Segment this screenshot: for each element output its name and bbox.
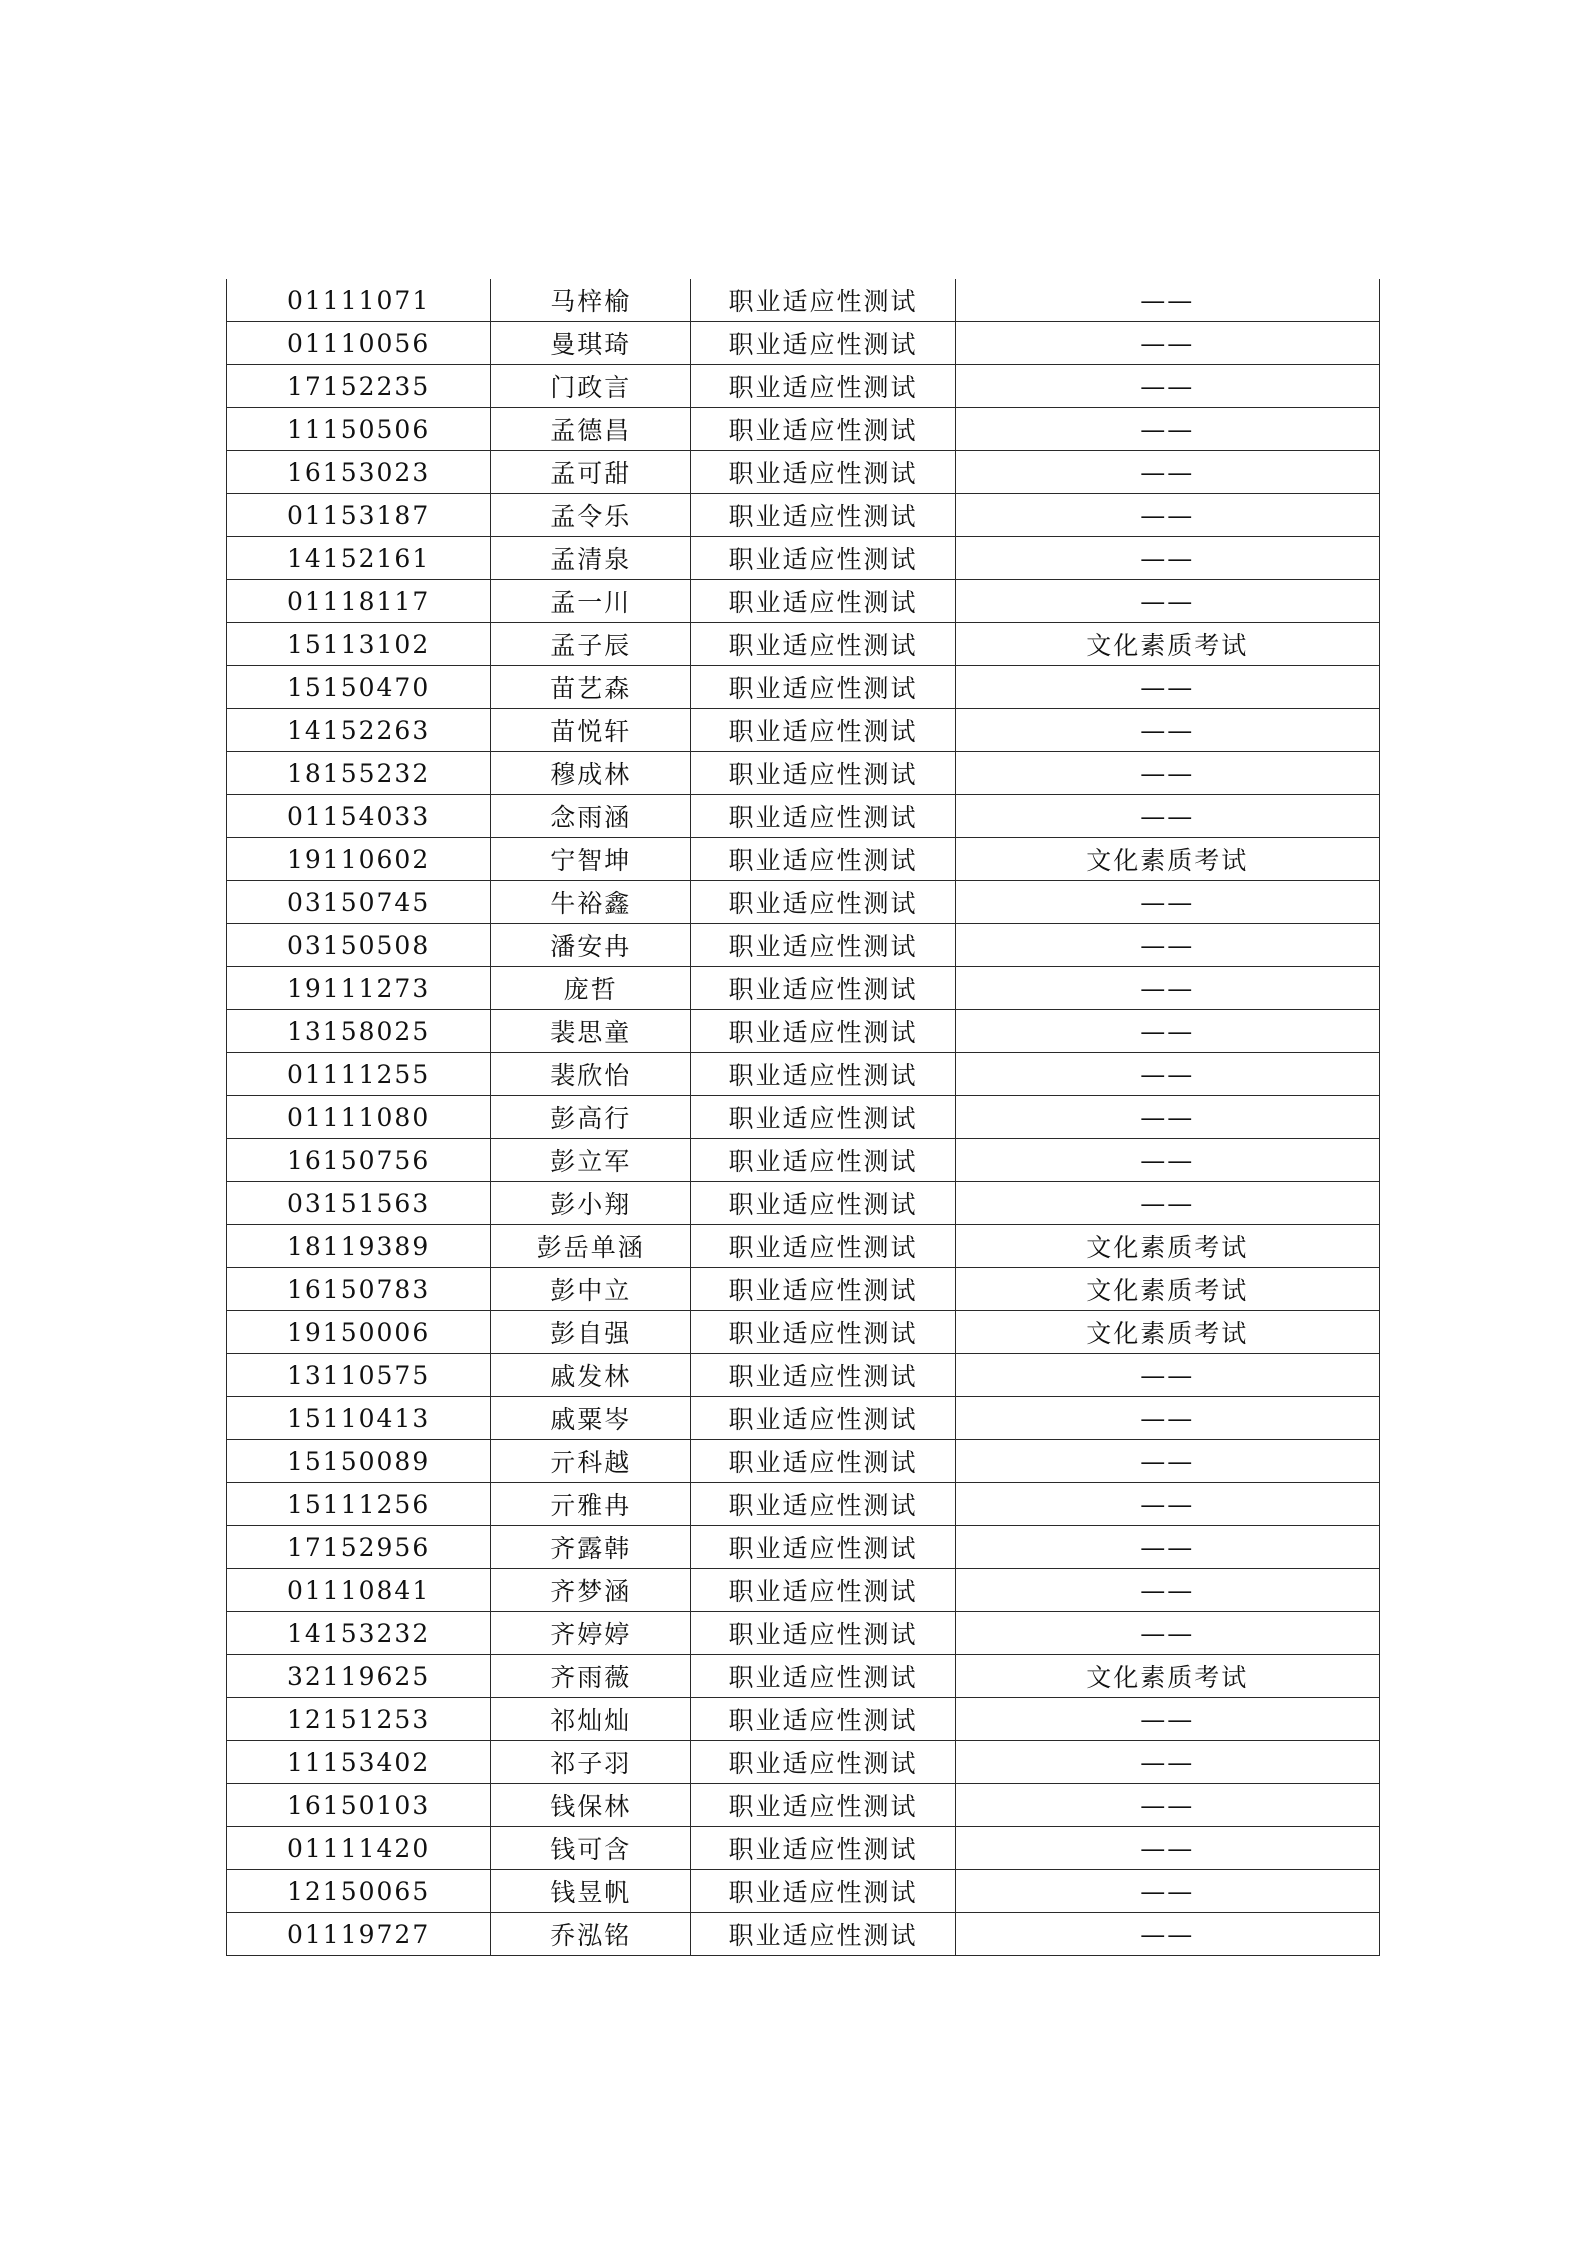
candidate-id-cell: 14152161 [227,537,491,580]
table-row [227,924,1380,967]
table-row [227,1827,1380,1870]
candidate-id-cell: 13110575 [227,1354,491,1397]
second-exam-cell: —— [955,580,1379,623]
candidate-id-cell: 18119389 [227,1225,491,1268]
exam-type-cell: 职业适应性测试 [691,1526,955,1569]
exam-type-cell: 职业适应性测试 [691,838,955,881]
table-row [227,537,1380,580]
second-exam-cell: —— [955,279,1379,322]
table-row [227,1440,1380,1483]
exam-type-cell: 职业适应性测试 [691,709,955,752]
second-exam-cell: —— [955,1827,1379,1870]
candidate-name-cell: 齐露韩 [491,1526,691,1569]
candidate-id-cell: 15111256 [227,1483,491,1526]
exam-type-cell: 职业适应性测试 [691,795,955,838]
candidate-name-cell: 彭小翔 [491,1182,691,1225]
candidate-name-cell: 念雨涵 [491,795,691,838]
candidate-id-cell: 12151253 [227,1698,491,1741]
table-row [227,1526,1380,1569]
table-row [227,1612,1380,1655]
exam-type-cell: 职业适应性测试 [691,1483,955,1526]
exam-type-cell: 职业适应性测试 [691,494,955,537]
exam-type-cell: 职业适应性测试 [691,1139,955,1182]
second-exam-cell: —— [955,1397,1379,1440]
table-row [227,580,1380,623]
exam-type-cell: 职业适应性测试 [691,1096,955,1139]
second-exam-cell: —— [955,1440,1379,1483]
table-row [227,1139,1380,1182]
table-row [227,881,1380,924]
table-row [227,1397,1380,1440]
table-row [227,623,1380,666]
exam-type-cell: 职业适应性测试 [691,1655,955,1698]
candidate-name-cell: 牛裕鑫 [491,881,691,924]
exam-type-cell: 职业适应性测试 [691,1698,955,1741]
candidate-name-cell: 门政言 [491,365,691,408]
candidate-id-cell: 01118117 [227,580,491,623]
candidate-name-cell: 穆成林 [491,752,691,795]
candidate-id-cell: 18155232 [227,752,491,795]
second-exam-cell: —— [955,666,1379,709]
second-exam-cell: 文化素质考试 [955,1268,1379,1311]
table-row [227,1913,1380,1956]
exam-type-cell: 职业适应性测试 [691,1784,955,1827]
candidate-name-cell: 彭高行 [491,1096,691,1139]
candidate-id-cell: 17152235 [227,365,491,408]
exam-type-cell: 职业适应性测试 [691,279,955,322]
candidate-name-cell: 祁子羽 [491,1741,691,1784]
second-exam-cell: —— [955,537,1379,580]
table-row [227,1225,1380,1268]
second-exam-cell: 文化素质考试 [955,623,1379,666]
candidate-id-cell: 15150089 [227,1440,491,1483]
second-exam-cell: —— [955,494,1379,537]
candidate-name-cell: 宁智坤 [491,838,691,881]
candidate-name-cell: 亓科越 [491,1440,691,1483]
second-exam-cell: —— [955,1354,1379,1397]
exam-type-cell: 职业适应性测试 [691,1870,955,1913]
candidate-name-cell: 钱保林 [491,1784,691,1827]
candidate-id-cell: 14152263 [227,709,491,752]
candidate-id-cell: 15113102 [227,623,491,666]
candidate-id-cell: 01111420 [227,1827,491,1870]
candidate-name-cell: 裴欣怡 [491,1053,691,1096]
candidate-name-cell: 苗悦轩 [491,709,691,752]
exam-type-cell: 职业适应性测试 [691,623,955,666]
candidate-id-cell: 01110056 [227,322,491,365]
table-row [227,1784,1380,1827]
second-exam-cell: —— [955,1182,1379,1225]
exam-type-cell: 职业适应性测试 [691,1397,955,1440]
second-exam-cell: 文化素质考试 [955,1225,1379,1268]
table-row [227,365,1380,408]
second-exam-cell: —— [955,967,1379,1010]
candidate-name-cell: 齐婷婷 [491,1612,691,1655]
candidate-id-cell: 01111255 [227,1053,491,1096]
candidate-name-cell: 亓雅冉 [491,1483,691,1526]
exam-type-cell: 职业适应性测试 [691,1741,955,1784]
candidate-id-cell: 01119727 [227,1913,491,1956]
exam-type-cell: 职业适应性测试 [691,881,955,924]
candidate-name-cell: 潘安冉 [491,924,691,967]
exam-type-cell: 职业适应性测试 [691,1268,955,1311]
candidate-name-cell: 庞哲 [491,967,691,1010]
second-exam-cell: —— [955,795,1379,838]
candidate-name-cell: 彭自强 [491,1311,691,1354]
exam-type-cell: 职业适应性测试 [691,1225,955,1268]
second-exam-cell: —— [955,1139,1379,1182]
exam-type-cell: 职业适应性测试 [691,537,955,580]
table-row [227,279,1380,322]
table-row [227,494,1380,537]
candidate-name-cell: 彭岳单涵 [491,1225,691,1268]
second-exam-cell: —— [955,1483,1379,1526]
table-row [227,322,1380,365]
candidate-id-cell: 01153187 [227,494,491,537]
candidate-id-cell: 03151563 [227,1182,491,1225]
exam-type-cell: 职业适应性测试 [691,322,955,365]
table-row [227,666,1380,709]
table-row [227,1311,1380,1354]
second-exam-cell: —— [955,1569,1379,1612]
candidate-id-cell: 03150508 [227,924,491,967]
table-row [227,1096,1380,1139]
second-exam-cell: —— [955,1526,1379,1569]
candidate-name-cell: 祁灿灿 [491,1698,691,1741]
candidate-name-cell: 孟子辰 [491,623,691,666]
exam-type-cell: 职业适应性测试 [691,1569,955,1612]
second-exam-cell: —— [955,322,1379,365]
candidate-id-cell: 16150783 [227,1268,491,1311]
candidate-name-cell: 彭中立 [491,1268,691,1311]
candidate-name-cell: 苗艺森 [491,666,691,709]
table-row [227,709,1380,752]
second-exam-cell: —— [955,1096,1379,1139]
second-exam-cell: —— [955,365,1379,408]
exam-type-cell: 职业适应性测试 [691,967,955,1010]
candidate-id-cell: 15110413 [227,1397,491,1440]
candidate-name-cell: 戚发林 [491,1354,691,1397]
candidate-name-cell: 钱昱帆 [491,1870,691,1913]
second-exam-cell: 文化素质考试 [955,1311,1379,1354]
candidate-name-cell: 钱可含 [491,1827,691,1870]
candidate-name-cell: 孟清泉 [491,537,691,580]
exam-type-cell: 职业适应性测试 [691,666,955,709]
exam-type-cell: 职业适应性测试 [691,408,955,451]
table-row [227,1354,1380,1397]
candidate-name-cell: 裴思童 [491,1010,691,1053]
second-exam-cell: —— [955,924,1379,967]
candidate-name-cell: 孟德昌 [491,408,691,451]
second-exam-cell: —— [955,408,1379,451]
exam-type-cell: 职业适应性测试 [691,924,955,967]
exam-type-cell: 职业适应性测试 [691,1182,955,1225]
table-row [227,795,1380,838]
second-exam-cell: 文化素质考试 [955,1655,1379,1698]
table-body [227,279,1380,1956]
candidate-name-cell: 彭立军 [491,1139,691,1182]
candidate-name-cell: 马梓榆 [491,279,691,322]
second-exam-cell: —— [955,1870,1379,1913]
exam-type-cell: 职业适应性测试 [691,1354,955,1397]
candidate-id-cell: 32119625 [227,1655,491,1698]
table-row [227,1698,1380,1741]
second-exam-cell: —— [955,881,1379,924]
candidate-id-cell: 03150745 [227,881,491,924]
candidate-name-cell: 曼琪琦 [491,322,691,365]
table-row [227,1182,1380,1225]
exam-type-cell: 职业适应性测试 [691,365,955,408]
results-table [226,279,1380,1956]
table-row [227,1053,1380,1096]
exam-type-cell: 职业适应性测试 [691,1913,955,1956]
table-row [227,1268,1380,1311]
candidate-id-cell: 15150470 [227,666,491,709]
table-row [227,408,1380,451]
candidate-name-cell: 孟可甜 [491,451,691,494]
table-row [227,1010,1380,1053]
candidate-id-cell: 01111071 [227,279,491,322]
table-row [227,967,1380,1010]
candidate-name-cell: 齐雨薇 [491,1655,691,1698]
candidate-id-cell: 13158025 [227,1010,491,1053]
table-row [227,1741,1380,1784]
candidate-id-cell: 12150065 [227,1870,491,1913]
exam-type-cell: 职业适应性测试 [691,1010,955,1053]
second-exam-cell: —— [955,1741,1379,1784]
table-row [227,451,1380,494]
second-exam-cell: —— [955,1698,1379,1741]
candidate-id-cell: 16153023 [227,451,491,494]
second-exam-cell: —— [955,1010,1379,1053]
candidate-id-cell: 16150103 [227,1784,491,1827]
table-row [227,838,1380,881]
second-exam-cell: —— [955,1053,1379,1096]
candidate-name-cell: 孟令乐 [491,494,691,537]
candidate-name-cell: 齐梦涵 [491,1569,691,1612]
candidate-name-cell: 乔泓铭 [491,1913,691,1956]
table-row [227,752,1380,795]
second-exam-cell: 文化素质考试 [955,838,1379,881]
second-exam-cell: —— [955,1913,1379,1956]
candidate-id-cell: 01154033 [227,795,491,838]
candidate-id-cell: 01110841 [227,1569,491,1612]
exam-type-cell: 职业适应性测试 [691,752,955,795]
exam-type-cell: 职业适应性测试 [691,1311,955,1354]
candidate-id-cell: 01111080 [227,1096,491,1139]
table-row [227,1483,1380,1526]
exam-type-cell: 职业适应性测试 [691,1612,955,1655]
exam-type-cell: 职业适应性测试 [691,1827,955,1870]
candidate-id-cell: 19110602 [227,838,491,881]
second-exam-cell: —— [955,451,1379,494]
candidate-id-cell: 17152956 [227,1526,491,1569]
table-row [227,1870,1380,1913]
candidate-id-cell: 14153232 [227,1612,491,1655]
exam-type-cell: 职业适应性测试 [691,1440,955,1483]
exam-type-cell: 职业适应性测试 [691,1053,955,1096]
exam-type-cell: 职业适应性测试 [691,451,955,494]
second-exam-cell: —— [955,752,1379,795]
candidate-id-cell: 19111273 [227,967,491,1010]
candidate-id-cell: 19150006 [227,1311,491,1354]
candidate-name-cell: 戚粟岑 [491,1397,691,1440]
candidate-name-cell: 孟一川 [491,580,691,623]
table-row [227,1569,1380,1612]
second-exam-cell: —— [955,709,1379,752]
candidate-id-cell: 16150756 [227,1139,491,1182]
second-exam-cell: —— [955,1612,1379,1655]
exam-type-cell: 职业适应性测试 [691,580,955,623]
second-exam-cell: —— [955,1784,1379,1827]
candidate-id-cell: 11153402 [227,1741,491,1784]
table-row [227,1655,1380,1698]
candidate-id-cell: 11150506 [227,408,491,451]
